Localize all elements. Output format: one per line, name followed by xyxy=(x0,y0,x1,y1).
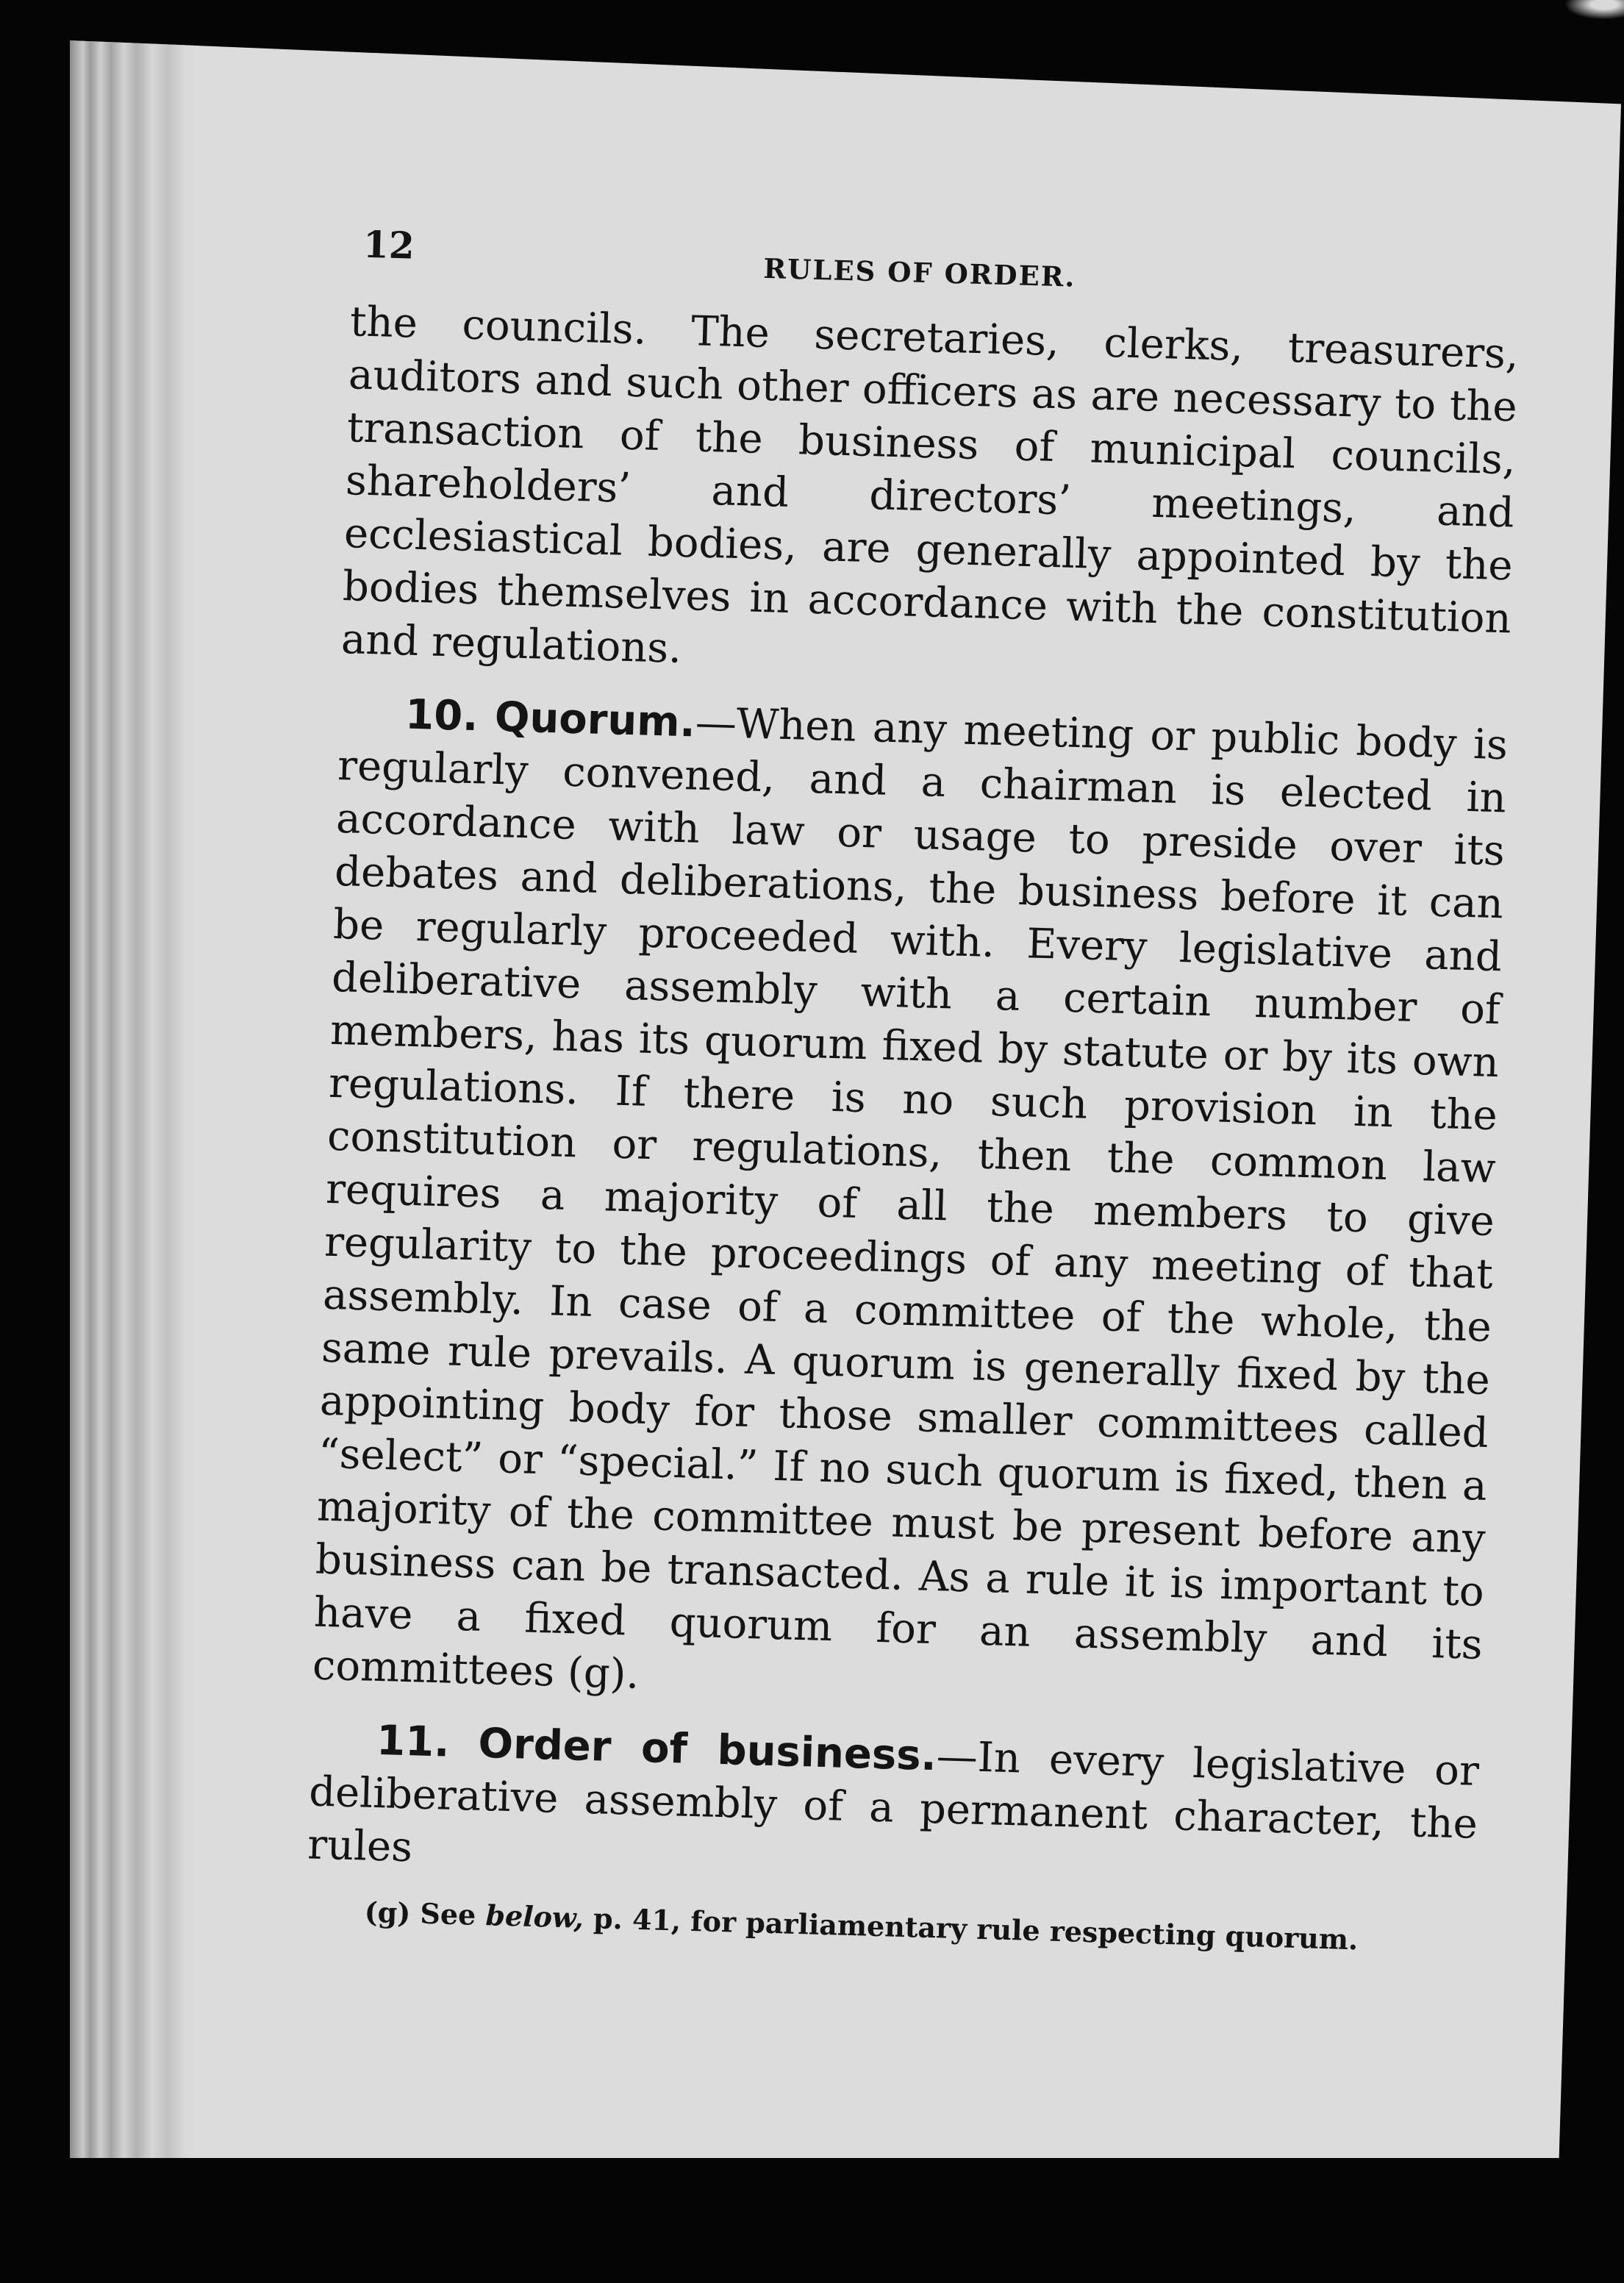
book-gutter xyxy=(70,40,198,2158)
paragraph-text: the councils. The secretaries, clerks, treasurers, auditors and such other officers as are necessary to the transaction of the business of municipal councils, shareholders’ and directors’ meetings, and ecclesiastical bodies, are generally appointed by the bodies themselves in accordance with the constitution and regulations. xyxy=(340,298,1520,673)
paragraph-continuation xyxy=(340,296,1519,699)
section-quorum xyxy=(312,687,1509,1725)
footnote-marker: (g) xyxy=(364,1895,411,1930)
section-number: 11. xyxy=(376,1716,451,1767)
section-heading: Quorum. xyxy=(493,693,696,747)
section-heading: Order of business. xyxy=(477,1719,937,1781)
footnote-see: See xyxy=(419,1896,476,1932)
page-content xyxy=(246,221,1543,1962)
page-number: 12 xyxy=(362,222,415,268)
section-number: 10. xyxy=(404,690,479,741)
section-text: —When any meeting or public body is regularly convened, and a chairman is elected in accordance with law or usage to preside over its debates and deliberations, the business before it can be regularly proceeded with. Every legislative and deliberative assembly with a certain number of members, has its quorum fixed by statute or by its own regulations. If there is no such provision in the constitution or regulations, then the common law requires a majority of all the members to give regularity to the proceedings of any meeting of that assembly. In case of a committee of the whole, the same rule prevails. A quorum is generally fixed by the appointing body for those smaller committees called “select” or “special.” If no such quorum is fixed, then a majority of the committee must be present before any business can be transacted. As a rule it is important to have a fixed quorum for an assembly and its committees (g). xyxy=(312,699,1509,1698)
body-text xyxy=(307,296,1519,1904)
running-title: RULES OF ORDER. xyxy=(762,251,1077,293)
scan-speck xyxy=(1558,0,1624,22)
section-order-of-business xyxy=(307,1712,1479,1904)
footnote-below: below, xyxy=(484,1898,584,1934)
footnote-text: p. 41, for parliamentary rule respecting quorum. xyxy=(593,1901,1359,1957)
section-text: —In every legislative or deliberative assembly of a permanent character, the rules xyxy=(307,1732,1480,1872)
